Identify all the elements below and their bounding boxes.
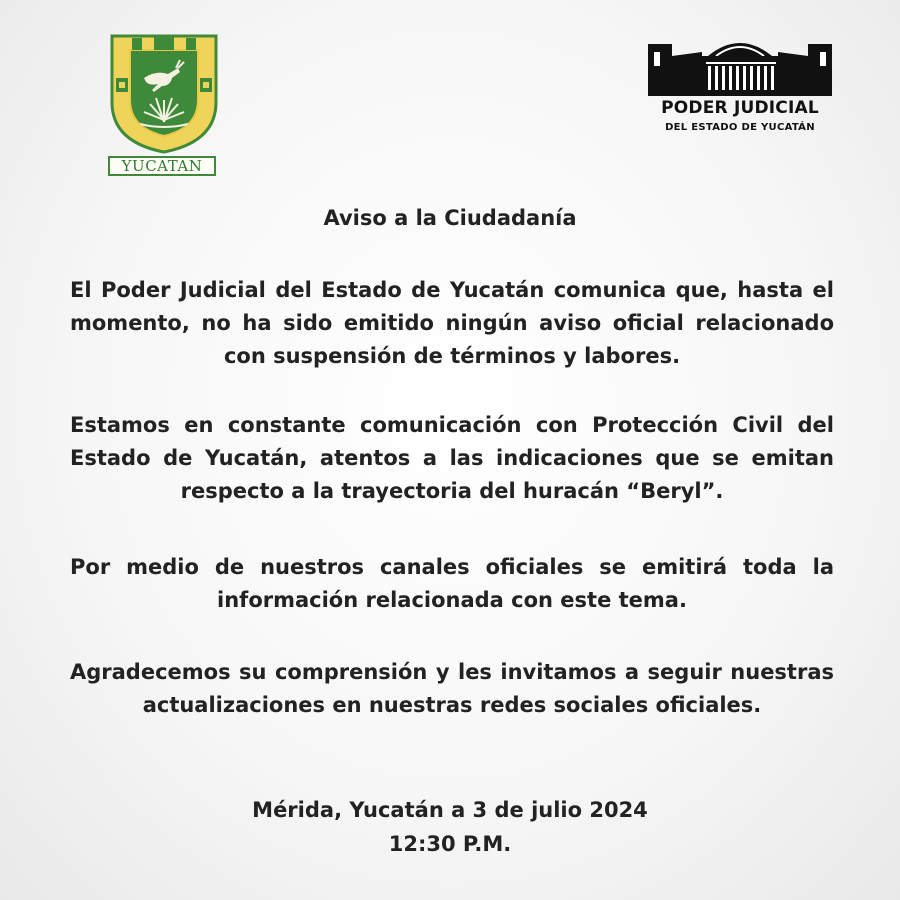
notice-paragraph-1: El Poder Judicial del Estado de Yucatán comunica que, hasta el momento, no ha sido emitido ningún aviso oficial relacionado con suspensión de términos y labores. — [70, 278, 834, 368]
pj-title: PODER JUDICIAL — [661, 98, 819, 118]
notice-paragraph-4: Agradecemos su comprensión y les invitamos a seguir nuestras actualizaciones en nuestras redes sociales oficiales. — [70, 660, 834, 717]
poder-judicial-logo — [640, 32, 840, 142]
yucatan-coat-of-arms — [106, 32, 222, 182]
place-date: Mérida, Yucatán a 3 de julio 2024 — [252, 798, 648, 822]
notice-paragraph-3: Por medio de nuestros canales oficiales se emitirá toda la información relacionada con este tema. — [70, 555, 834, 612]
notice-paragraph-2: Estamos en constante comunicación con Protección Civil del Estado de Yucatán, atentos a las indicaciones que se emitan respecto a la trayectoria del huracán “Beryl”. — [70, 413, 834, 503]
notice-title: Aviso a la Ciudadanía — [323, 206, 577, 230]
poder-judicial-building-icon — [646, 32, 834, 96]
time: 12:30 P.M. — [388, 832, 512, 856]
yucatan-coat-of-arms-icon — [106, 32, 222, 156]
pj-subtitle: DEL ESTADO DE YUCATÁN — [665, 122, 815, 133]
crest-label: YUCATAN — [108, 156, 216, 176]
